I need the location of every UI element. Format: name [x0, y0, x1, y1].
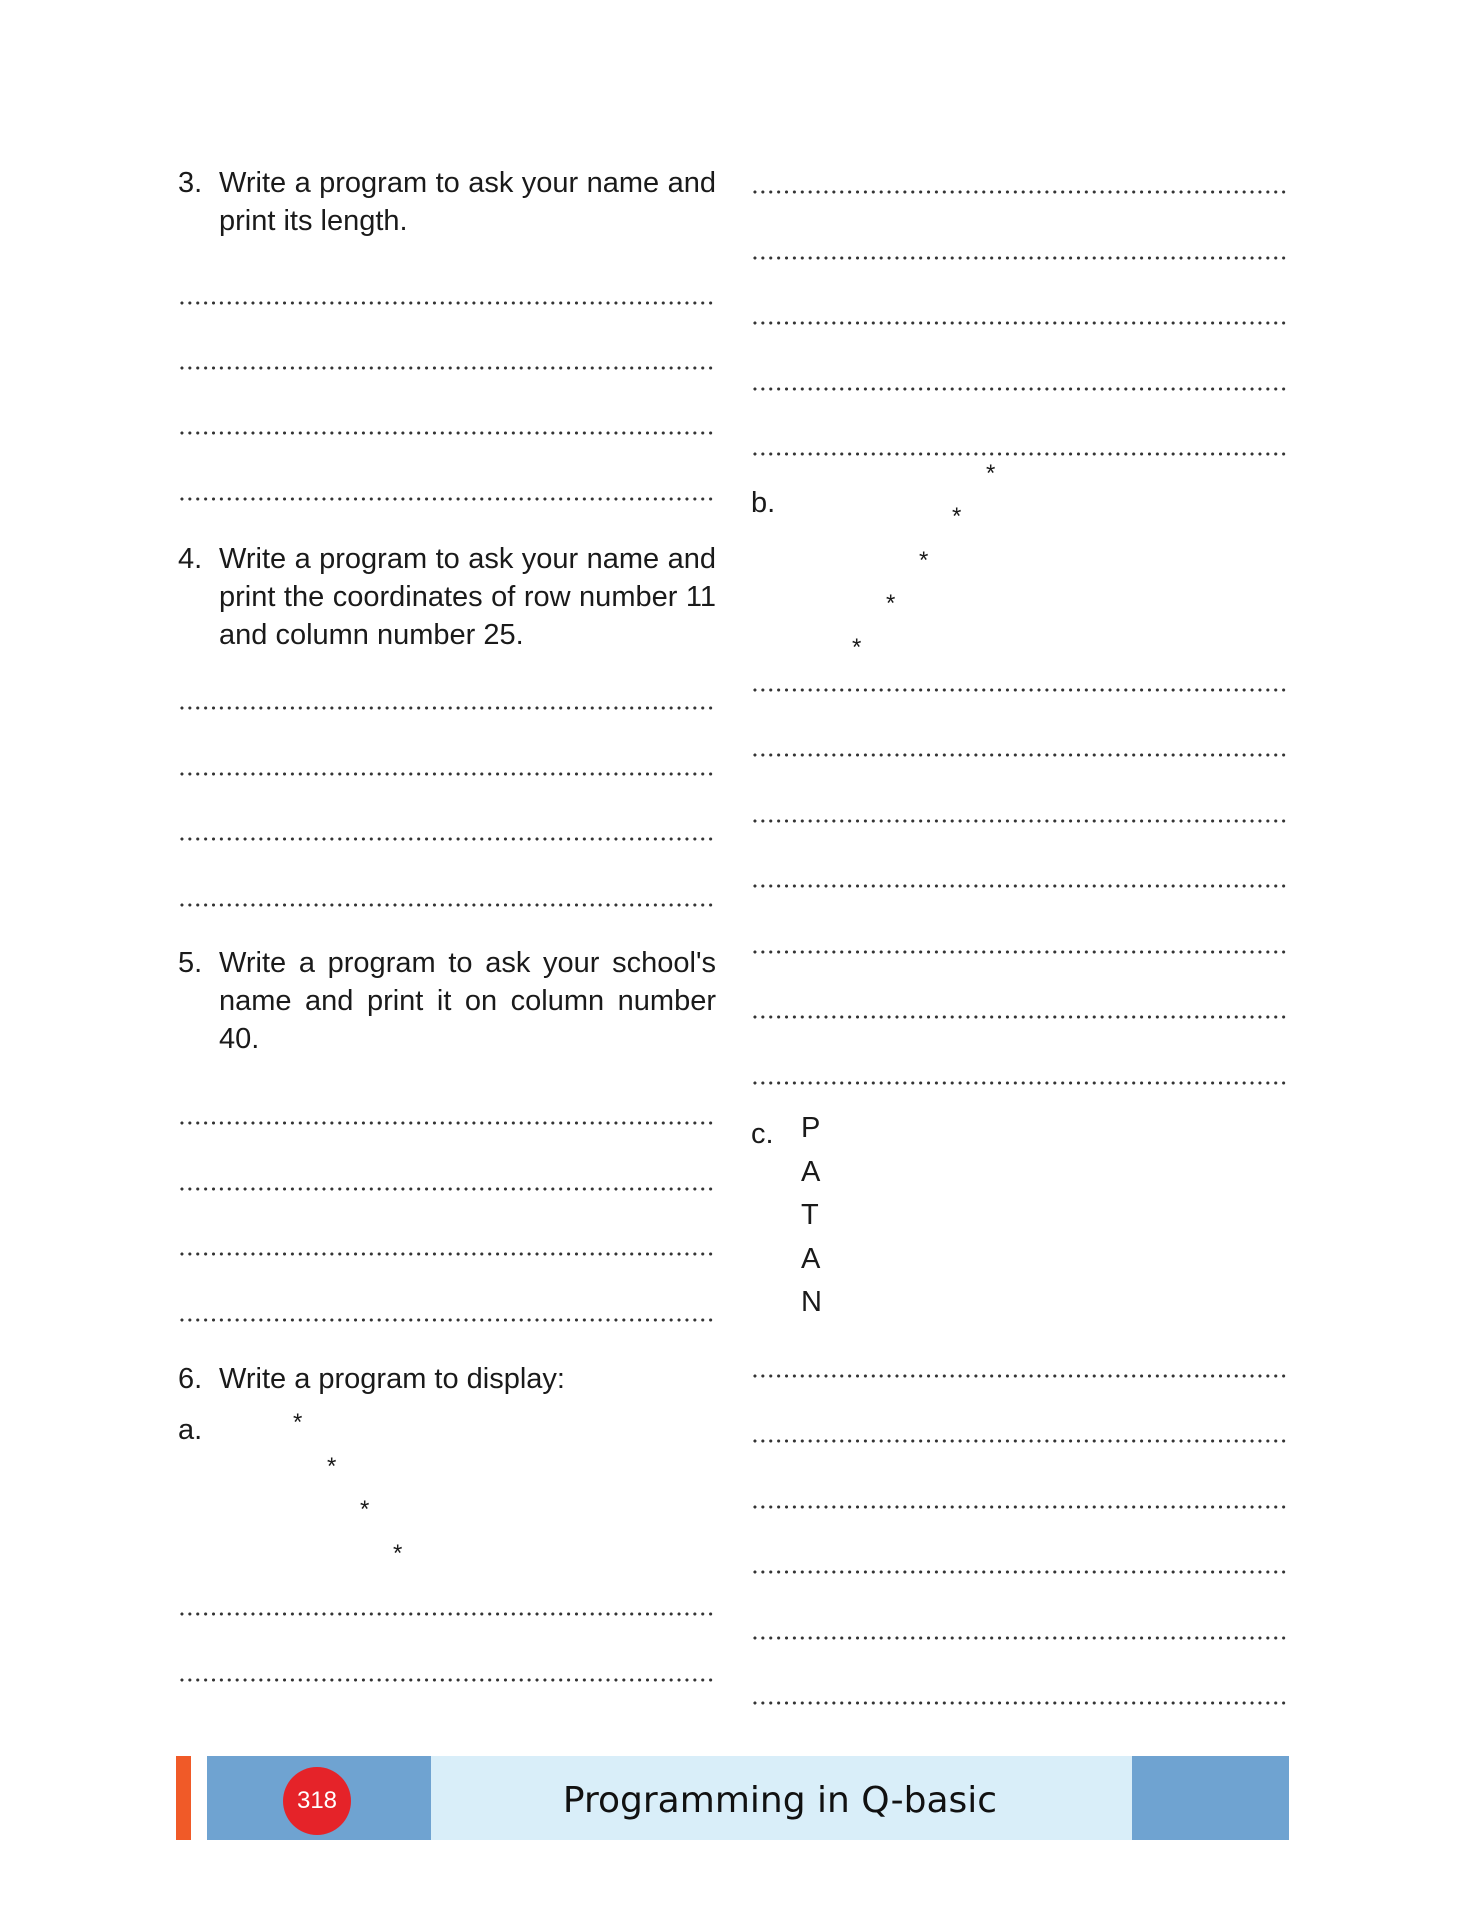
part-b-label: b.	[751, 487, 776, 519]
part-c-label: c.	[751, 1118, 774, 1150]
answer-line	[751, 819, 1289, 823]
pattern-star: *	[293, 1409, 303, 1436]
question-6-text: Write a program to display:	[219, 1363, 565, 1395]
pattern-star: *	[986, 460, 996, 487]
answer-line	[178, 497, 716, 501]
vertical-letter: A	[801, 1156, 821, 1188]
pattern-star: *	[919, 547, 929, 574]
question-6	[178, 1360, 716, 1398]
answer-line	[751, 1081, 1289, 1085]
answer-line	[751, 452, 1289, 456]
footer-accent-bar	[176, 1756, 191, 1840]
answer-line	[178, 301, 716, 305]
answer-line	[751, 1439, 1289, 1443]
footer-right-block	[1132, 1756, 1289, 1840]
answer-line	[178, 903, 716, 907]
answer-line	[751, 321, 1289, 325]
pattern-star: *	[852, 634, 862, 661]
answer-line	[178, 1121, 716, 1125]
answer-line	[751, 884, 1289, 888]
page-number-badge: 318	[283, 1767, 351, 1835]
pattern-star: *	[952, 503, 962, 530]
answer-line	[751, 1505, 1289, 1509]
question-3-number: 3.	[178, 167, 203, 199]
answer-line	[178, 1187, 716, 1191]
answer-line	[751, 1701, 1289, 1705]
question-4-number: 4.	[178, 543, 203, 575]
answer-line	[751, 950, 1289, 954]
question-5-number: 5.	[178, 947, 203, 979]
question-4	[178, 540, 716, 654]
question-4-text: Write a program to ask your name and print the coordinates of row number 11 and column number 25.	[219, 543, 716, 651]
question-3-text: Write a program to ask your name and print its length.	[219, 167, 716, 237]
answer-line	[751, 1374, 1289, 1378]
answer-line	[178, 366, 716, 370]
question-6-number: 6.	[178, 1363, 203, 1395]
answer-line	[751, 1636, 1289, 1640]
answer-line	[178, 431, 716, 435]
answer-line	[751, 387, 1289, 391]
answer-line	[178, 837, 716, 841]
question-5-text: Write a program to ask your school's name and print it on column number 40.	[219, 947, 716, 1055]
pattern-star: *	[393, 1540, 403, 1567]
answer-line	[751, 190, 1289, 194]
answer-line	[178, 1318, 716, 1322]
vertical-letter: P	[801, 1112, 821, 1144]
answer-line	[751, 688, 1289, 692]
question-5	[178, 944, 716, 1058]
answer-line	[751, 753, 1289, 757]
answer-line	[178, 1678, 716, 1682]
answer-line	[751, 256, 1289, 260]
answer-line	[178, 1612, 716, 1616]
answer-line	[178, 772, 716, 776]
vertical-letter: T	[801, 1199, 819, 1231]
question-3	[178, 164, 716, 240]
pattern-star: *	[327, 1453, 337, 1480]
answer-line	[178, 706, 716, 710]
part-a-label: a.	[178, 1414, 203, 1446]
vertical-letter: A	[801, 1243, 821, 1275]
vertical-letter: N	[801, 1286, 822, 1318]
answer-line	[178, 1252, 716, 1256]
footer-title: Programming in Q-basic	[562, 1780, 998, 1821]
answer-line	[751, 1015, 1289, 1019]
pattern-star: *	[360, 1496, 370, 1523]
pattern-star: *	[886, 590, 896, 617]
answer-line	[751, 1570, 1289, 1574]
